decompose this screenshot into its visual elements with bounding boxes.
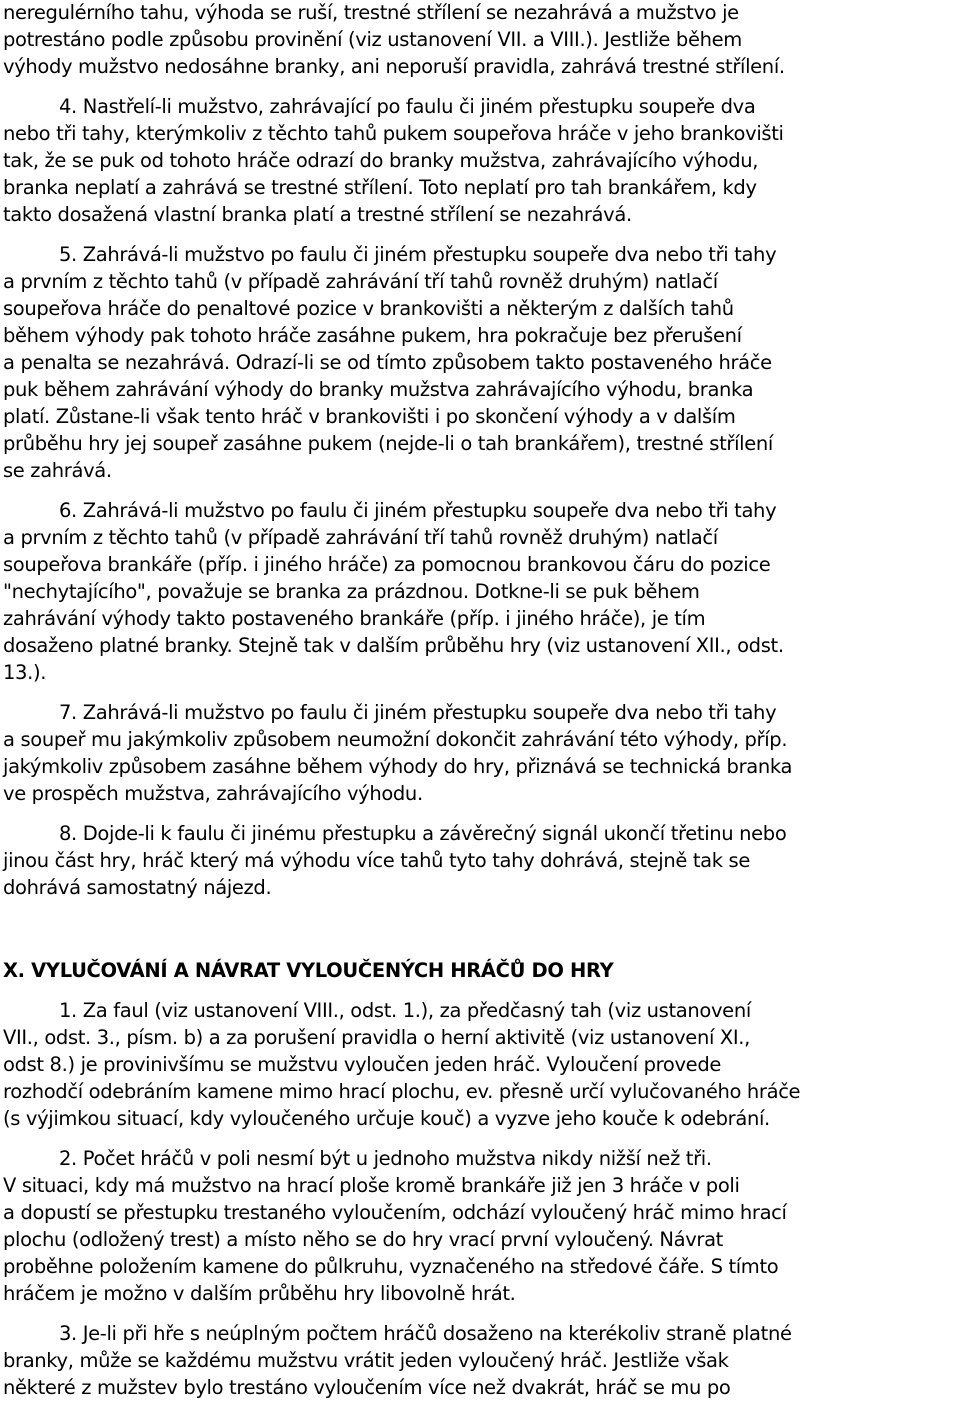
paragraph-5 (3, 241, 960, 484)
text-line: VII., odst. 3., písm. b) a za porušení pravidla o herní aktivitě (viz ustanovení XI., (3, 1026, 750, 1049)
text-line: soupeřova hráče do penaltové pozice v brankovišti a některým z dalších tahů (3, 297, 734, 320)
text-line: se zahrává. (3, 459, 112, 482)
text-line: "nechytajícího", považuje se branka za prázdnou. Dotkne-li se puk během (3, 580, 700, 603)
text-line: odst 8.) je provinivšímu se mužstvu vyloučen jeden hráč. Vyloučení provede (3, 1053, 722, 1076)
text-line: puk během zahrávání výhody do branky mužstva zahrávajícího výhodu, branka (3, 378, 754, 401)
text-line: 5. Zahrává-li mužstvo po faulu či jiném přestupku soupeře dva nebo tři tahy (59, 243, 777, 266)
text-line: (s výjimkou situací, kdy vyloučeného určuje kouč) a vyzve jeho kouče k odebrání. (3, 1107, 770, 1130)
text-line: jinou část hry, hráč který má výhodu více tahů tyto tahy dohrává, stejně tak se (3, 849, 750, 872)
text-line: ve prospěch mužstva, zahrávajícího výhodu. (3, 782, 423, 805)
text-line: 6. Zahrává-li mužstvo po faulu či jiném přestupku soupeře dva nebo tři tahy (59, 499, 777, 522)
text-line: V situaci, kdy má mužstvo na hrací ploše kromě brankáře již jen 3 hráče v poli (3, 1174, 740, 1197)
paragraph-4 (3, 93, 960, 228)
text-line: výhody mužstvo nedosáhne branky, ani neporuší pravidla, zahrává trestné střílení. (3, 55, 785, 78)
text-line: neregulérního tahu, výhoda se ruší, trestné střílení se nezahrává a mužstvo je (3, 1, 739, 24)
paragraph-7 (3, 699, 960, 807)
text-line: tak, že se puk od tohoto hráče odrazí do branky mužstva, zahrávajícího výhodu, (3, 149, 759, 172)
intro-paragraph (3, 0, 960, 80)
text-line: a prvním z těchto tahů (v případě zahrávání tří tahů rovněž druhým) natlačí (3, 270, 718, 293)
text-line: branka neplatí a zahrává se trestné střílení. Toto neplatí pro tah brankářem, kdy (3, 176, 757, 199)
text-line: 1. Za faul (viz ustanovení VIII., odst. 1.), za předčasný tah (viz ustanovení (59, 999, 751, 1022)
text-line: potrestáno podle způsobu provinění (viz ustanovení VII. a VIII.). Jestliže během (3, 28, 742, 51)
text-line: branky, může se každému mužstvu vrátit jeden vyloučený hráč. Jestliže však (3, 1349, 729, 1372)
section-heading-text: X. VYLUČOVÁNÍ A NÁVRAT VYLOUČENÝCH HRÁČŮ DO HRY (3, 959, 614, 982)
text-line: nebo tři tahy, kterýmkoliv z těchto tahů pukem soupeřova hráče v jeho brankovišti (3, 122, 784, 145)
text-line: hráčem je možno v dalším průběhu hry libovolně hrát. (3, 1282, 516, 1305)
paragraph-8 (3, 820, 960, 901)
text-line: takto dosažená vlastní branka platí a trestné střílení se nezahrává. (3, 203, 632, 226)
text-line: a dopustí se přestupku trestaného vyloučením, odchází vyloučený hráč mimo hrací (3, 1201, 787, 1224)
section-paragraph-2 (3, 1145, 960, 1307)
text-line: dosaženo platné branky. Stejně tak v dalším průběhu hry (viz ustanovení XII., odst. (3, 634, 784, 657)
text-line: soupeřova brankáře (příp. i jiného hráče) za pomocnou brankovou čáru do pozice (3, 553, 771, 576)
section-paragraph-1 (3, 997, 960, 1132)
text-line: plochu (odložený trest) a místo něho se do hry vrací první vyloučený. Návrat (3, 1228, 723, 1251)
text-line: platí. Zůstane-li však tento hráč v brankovišti i po skončení výhody a v dalším (3, 405, 736, 428)
text-line: některé z mužstev bylo trestáno vyloučením více než dvakrát, hráč se mu po (3, 1376, 731, 1399)
text-line: 3. Je-li při hře s neúplným počtem hráčů dosaženo na kterékoliv straně platné (59, 1322, 792, 1345)
text-line: a penalta se nezahrává. Odrazí-li se od tímto způsobem takto postaveného hráče (3, 351, 772, 374)
text-line: 13.). (3, 661, 47, 684)
text-line: zahrávání výhody takto postaveného brankáře (příp. i jiného hráče), je tím (3, 607, 706, 630)
text-line: jakýmkoliv způsobem zasáhne během výhody do hry, přiznává se technická branka (3, 755, 793, 778)
text-line: a prvním z těchto tahů (v případě zahrávání tří tahů rovněž druhým) natlačí (3, 526, 718, 549)
text-line: 7. Zahrává-li mužstvo po faulu či jiném přestupku soupeře dva nebo tři tahy (59, 701, 777, 724)
section-paragraph-3 (3, 1320, 960, 1401)
section-heading (3, 957, 960, 984)
text-line: rozhodčí odebráním kamene mimo hrací plochu, ev. přesně určí vylučovaného hráče (3, 1080, 801, 1103)
text-line: 8. Dojde-li k faulu či jinému přestupku a závěrečný signál ukončí třetinu nebo (59, 822, 787, 845)
text-line: 2. Počet hráčů v poli nesmí být u jednoho mužstva nikdy nižší než tři. (59, 1147, 712, 1170)
text-line: průběhu hry jej soupeř zasáhne pukem (nejde-li o tah brankářem), trestné střílení (3, 432, 773, 455)
text-line: během výhody pak tohoto hráče zasáhne pukem, hra pokračuje bez přerušení (3, 324, 742, 347)
text-line: proběhne položením kamene do půlkruhu, vyznačeného na středové čáře. S tímto (3, 1255, 779, 1278)
text-line: 4. Nastřelí-li mužstvo, zahrávající po faulu či jiném přestupku soupeře dva (59, 95, 756, 118)
document-page (3, 0, 960, 1401)
text-line: dohrává samostatný nájezd. (3, 876, 272, 899)
text-line: a soupeř mu jakýmkoliv způsobem neumožní dokončit zahrávání této výhody, příp. (3, 728, 788, 751)
paragraph-6 (3, 497, 960, 686)
